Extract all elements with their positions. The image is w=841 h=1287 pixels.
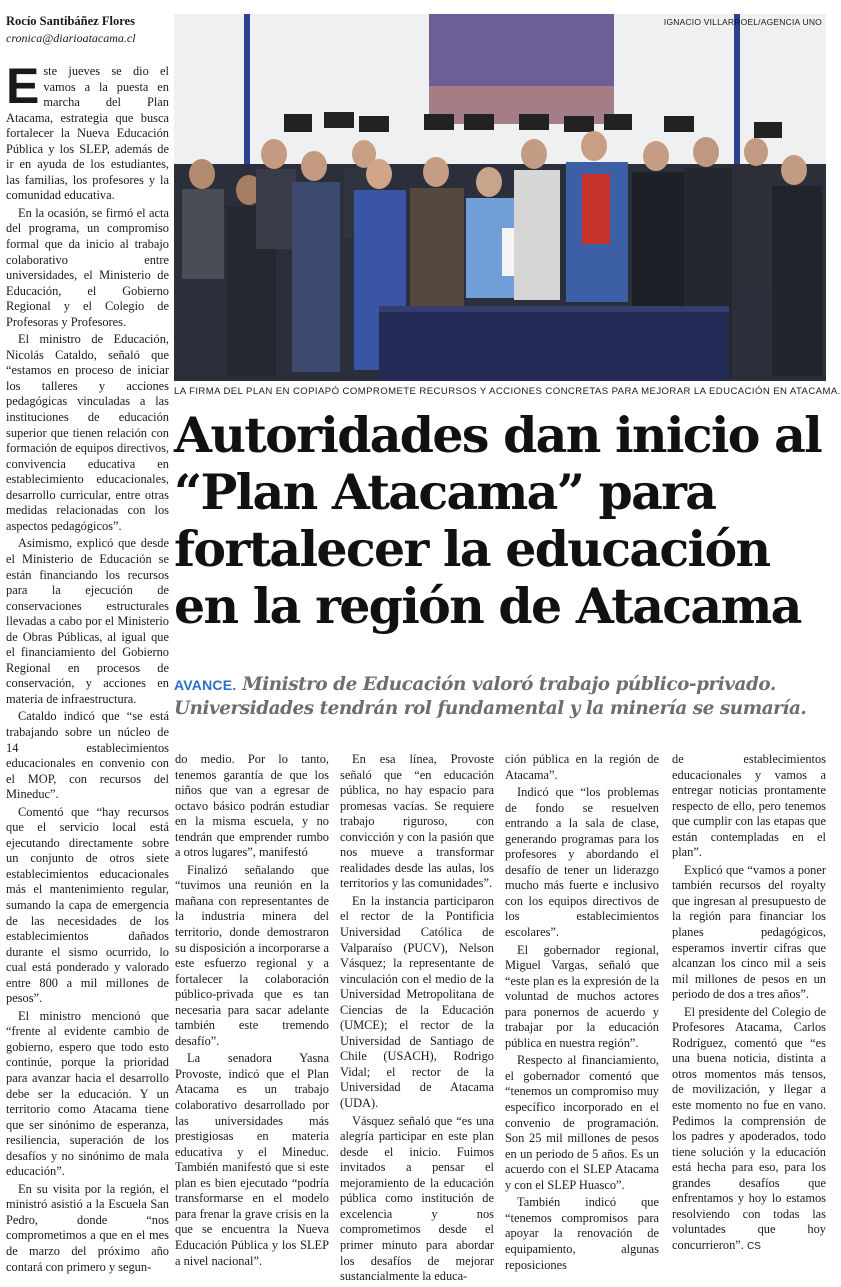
event-photo (174, 14, 826, 381)
paragraph: En su visita por la región, el ministró asistió a la Escuela San Pedro, donde “nos comprometimos a que en el mes de marzo del próximo año contará con primero y segun- (6, 1181, 169, 1274)
paragraph: Respecto al financiamiento, el gobernador comentó que “tenemos un compromiso muy específico incorporado en el convenio de programación. Son 25 mil millones de pesos en un periodo de 5 años. Es un acuerdo con el SLEP Atacama y con el SLEP Huasco”. (505, 1053, 659, 1192)
paragraph: Cataldo indicó que “se está trabajando sobre un núcleo de 14 establecimientos educacionales en convenio con el MOP, con recursos del Mineduc”. (6, 709, 169, 802)
author-name: Rocío Santibáñez Flores (6, 14, 135, 28)
paragraph: de establecimientos educacionales y vamos a entregar noticias prontamente respecto de ello, pero tenemos que cumplir con las etapas que están contempladas en el plan”. (672, 752, 826, 860)
paragraph: ción pública en la región de Atacama”. (505, 752, 659, 782)
article-column-3 (340, 752, 494, 1287)
author-email[interactable]: cronica@diarioatacama.cl (6, 31, 136, 45)
paragraph: En esa línea, Provoste señaló que “en educación pública, no hay espacio para promesas vacías. Se requiere trabajo riguroso, con convicción y con la pasión que nos mueve a transformar realidades desde las aulas, los territorios y las comunidades”. (340, 752, 494, 891)
paragraph: Indicó que “los problemas de fondo se resuelven entrando a la sala de clase, generando programas para los profesores y abordando el desafío de tener un liderazgo mucho más fuerte e inclusivo con los equipos directivos de los establecimientos escolares”. (505, 785, 659, 940)
lead-paragraph: Este jueves se dio el vamos a la puesta en marcha del Plan Atacama, estrategia que busca fortalecer la Nueva Educación Pública y los SLEP, además de ir en ayuda de los estudiantes, las familias, los profesores y la comunidad educativa. (6, 58, 169, 203)
paragraph: Explicó que “vamos a poner también recursos del royalty que ingresan al presupuesto de la región para financiar los planes pedagógicos, esperamos invertir cifras que alcanzan los cinco mil a seis mil millones de pesos en un periodo de dos a tres años”. (672, 862, 826, 1002)
paragraph: Comentó que “hay recursos que el servicio local está ejecutando directamente sobre un conjunto de otros siete establecimientos educacionales más el mantenimiento regular, sumando la capa de emergencia de las necesidades de los establecimientos dañados durante el sismo ocurrido, lo cual está ponderado y valorado entre 800 a mil millones de pesos”. (6, 804, 169, 1006)
deck-text: Ministro de Educación valoró trabajo público-privado. Universidades tendrán rol fundamental y la minería se sumaría. (174, 674, 807, 719)
paragraph: También indicó que “tenemos compromisos para apoyar la renovación de equipamiento, algunas reposiciones (505, 1195, 659, 1272)
paragraph: El gobernador regional, Miguel Vargas, señaló que “este plan es la expresión de la voluntad de muchos actores para ponernos de acuerdo y trabajar por la educación pública en nuestra región”. (505, 942, 659, 1050)
photo-credit: IGNACIO VILLARROEL/AGENCIA UNO (663, 17, 822, 27)
byline (6, 14, 171, 46)
drop-cap: E (6, 58, 40, 114)
paragraph: El ministro de Educación, Nicolás Cataldo, señaló que “estamos en proceso de iniciar los talleres y acciones pedagógicas vinculadas a las instituciones de educación superior que tienen relación con formación de equipos directivos, convivencia educativa en establecimiento educacionales, desarrollo curricular, entre otras medidas relacionadas con los aspectos pedagógicos”. (6, 332, 169, 533)
deck-kicker: AVANCE. (174, 677, 237, 693)
paragraph: La senadora Yasna Provoste, indicó que el Plan Atacama es un trabajo colaborativo desarrollado por las universidades más prestigiosas en materia educativa y el Mineduc. También manifestó que si este plan es bien ejecutado “podría transformarse en el modelo para frenar la grave crisis en la que se encuentra la Nueva Educación Pública y los SLEP a nivel nacional”. (175, 1051, 329, 1268)
article-column-4 (505, 752, 659, 1275)
paragraph: Vásquez señaló que “es una alegría participar en este plan desde el inicio. Fuimos invitados a pensar el mejoramiento de la educación pública como institución de excelencia y nos comprometimos desde el primer minuto para abordar los desafíos de mejorar sustancialmente la educa- (340, 1113, 494, 1284)
end-mark: CS (747, 1240, 761, 1252)
headline: Autoridades dan inicio al “Plan Atacama” para fortalecer la educación en la región de Atacama (174, 406, 822, 635)
paragraph: En la ocasión, se firmó el acta del programa, un compromiso formal que da inicio al trabajo colaborativo entre universidades, el Ministerio de Educación, el Gobierno Regional y el Colegio de Profesoras y Profesores. (6, 205, 169, 329)
photo-caption: LA FIRMA DEL PLAN EN COPIAPÓ COMPROMETE RECURSOS Y ACCIONES CONCRETAS PARA MEJORAR LA EDUCACIÓN EN ATACAMA. (174, 386, 841, 397)
paragraph: do medio. Por lo tanto, tenemos garantía de que los niños que van a egresar de octavo básico podrán estudiar en la misma escuela, y no tendrán que emprender rumbo a otros lugares”, manifestó (175, 752, 329, 860)
photo-illustration (174, 14, 826, 381)
paragraph: El ministro mencionó que “frente al evidente cambio de gobierno, espero que todo esto continúe, porque la prioridad para avanzar hacia el desarrollo debe ser la educación. Y un territorio como Atacama tiene que ser sinónimo de esperanza, resiliencia, superación de los desafíos y no sinónimo de mala educación”. (6, 1008, 169, 1179)
article-column-2 (175, 752, 329, 1271)
paragraph: El presidente del Colegio de Profesores Atacama, Carlos Rodríguez, comentó que “es una buena noticia, distinta a otros momentos más tensos, de movilización, y llegar a este momento no fue en vano. Pedimos la comprensión de los padres y apoderados, todo tiene solución y la educación está hecha para eso, para los grandes desafíos que enfrentamos y hoy lo estamos resolviendo con todas las voluntades que hoy concurrieron”. CS (672, 1004, 826, 1252)
paragraph: Finalizó señalando que “tuvimos una reunión en la mañana con representantes de la industria minera del territorio, donde demostraron su disposición a incorporarse a este esfuerzo regional y a fortalecer la colaboración público-privada que es tan necesaria para sacar adelante también este tremendo desafío”. (175, 862, 329, 1048)
article-column-1 (6, 58, 169, 1277)
article-column-5 (672, 752, 826, 1257)
paragraph: En la instancia participaron el rector de la Pontificia Universidad Católica de Valparaíso (PUCV), Nelson Vásquez; la representante de vinculación con el medio de la Universidad Metropolitana de Ciencias de la Educación (UMCE); el rector de la Universidad de Santiago de Chile (USACH), Rodrigo Vidal; el rector de la Universidad de Atacama (UDA). (340, 893, 494, 1111)
deck-subheadline (174, 673, 826, 721)
paragraph: Asimismo, explicó que desde el Ministerio de Educación se están financiando los recursos para la ejecución de conservaciones estructurales llevadas a cabo por el Ministerio de Obras Públicas, al igual que el financiamiento del Gobierno Regional en procesos de conservación, y acciones en materia de infraestructura. (6, 536, 169, 706)
